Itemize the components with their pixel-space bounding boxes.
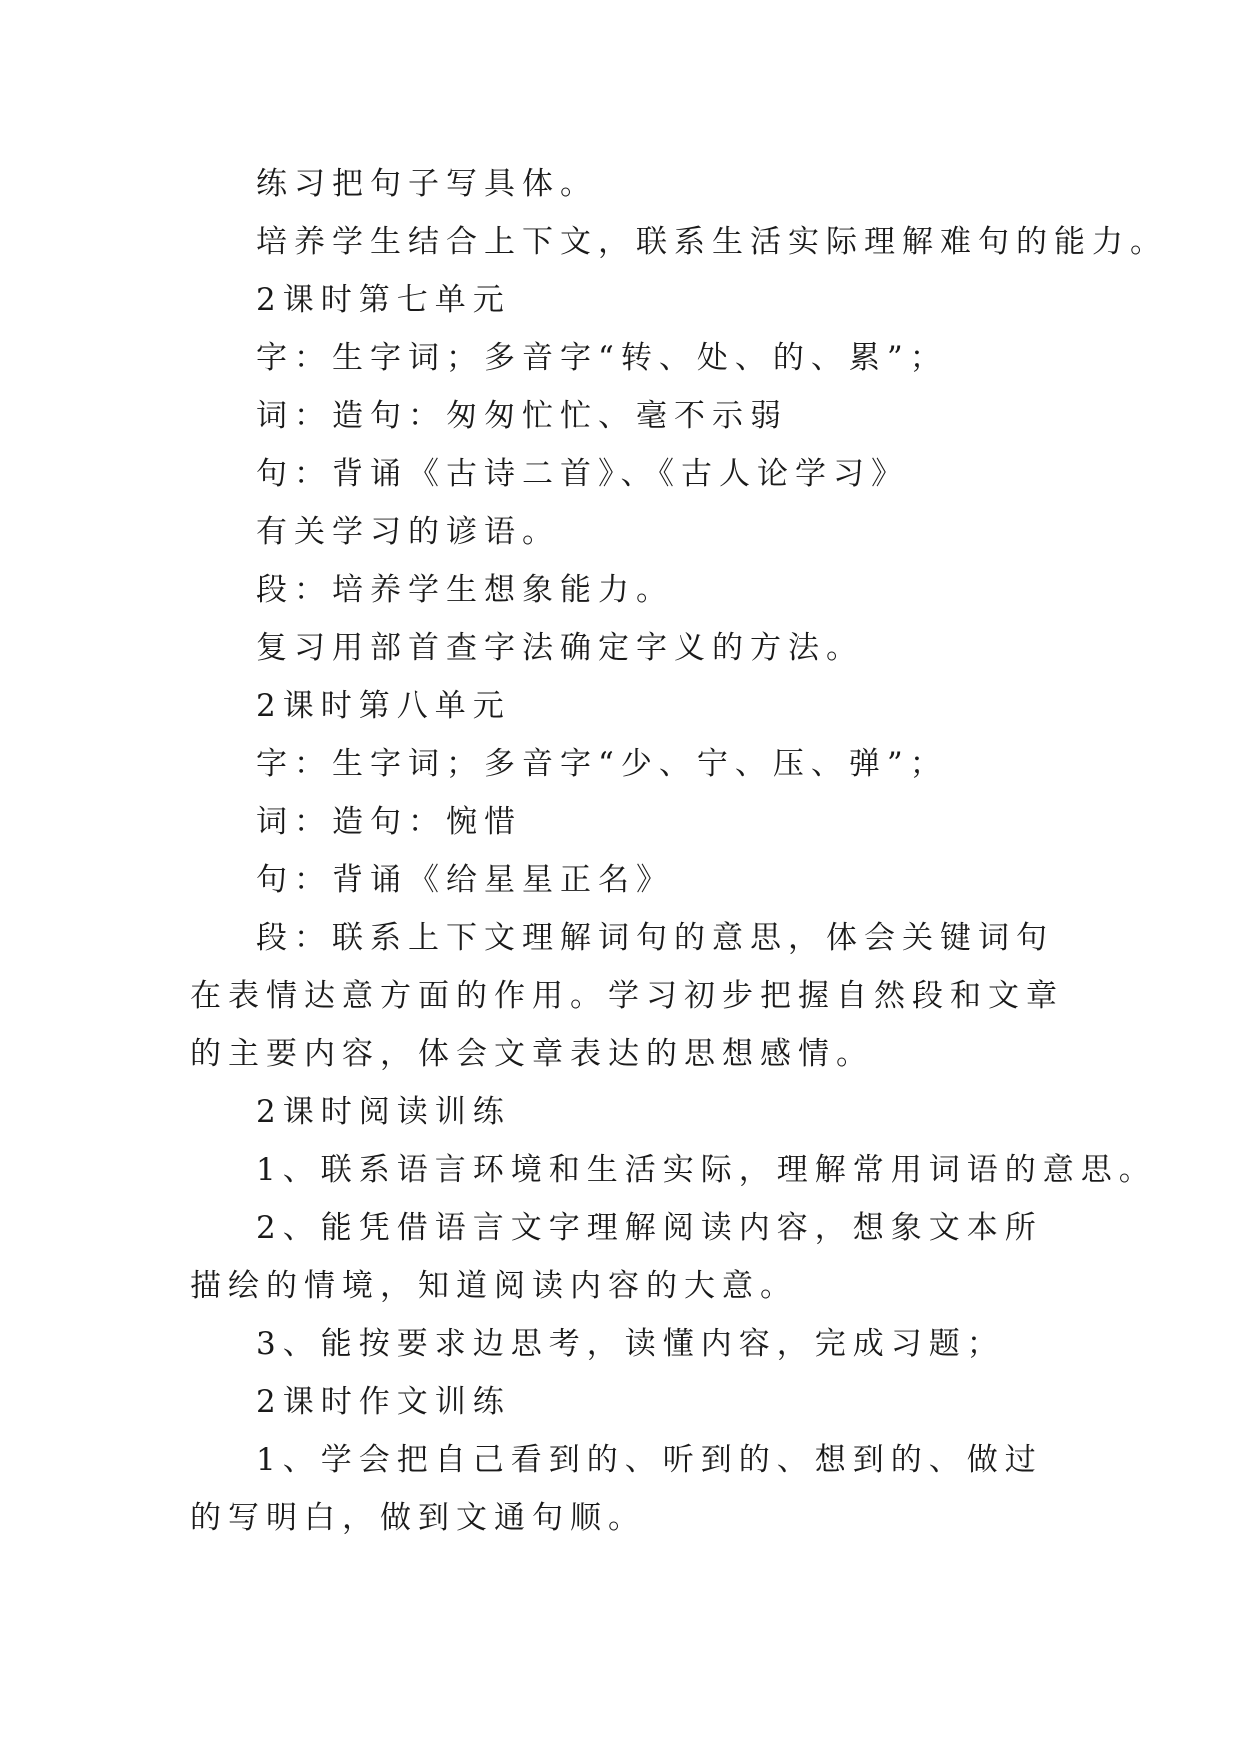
text-line: 字：生字词；多音字“转、处、的、累”； [256, 340, 948, 376]
section-heading: 2课时阅读训练 [256, 1094, 511, 1130]
text-line: 有关学习的谚语。 [256, 514, 560, 550]
section-heading: 2课时第七单元 [256, 282, 511, 318]
text-line: 复习用部首查字法确定字义的方法。 [256, 630, 864, 666]
text-line: 1、联系语言环境和生活实际，理解常用词语的意思。 [256, 1152, 1157, 1188]
section-heading: 2课时第八单元 [256, 688, 511, 724]
text-line: 句：背诵《给星星正名》 [256, 862, 674, 898]
section-heading: 2课时作文训练 [256, 1384, 511, 1420]
text-line: 字：生字词；多音字“少、宁、压、弹”； [256, 746, 948, 782]
text-line: 词：造句：匆匆忙忙、毫不示弱 [256, 398, 788, 434]
text-line: 3、能按要求边思考，读懂内容，完成习题； [256, 1326, 1005, 1362]
paragraph: 2、能凭借语言文字理解阅读内容，想象文本所描绘的情境，知道阅读内容的大意。 [190, 1210, 1043, 1304]
text-line: 培养学生结合上下文，联系生活实际理解难句的能力。 [256, 224, 1168, 260]
text-line: 句：背诵《古诗二首》、《古人论学习》 [256, 456, 909, 492]
paragraph: 段：联系上下文理解词句的意思，体会关键词句在表情达意方面的作用。学习初步把握自然段和文章的主要内容，体会文章表达的思想感情。 [190, 920, 1064, 1072]
paragraph: 1、学会把自己看到的、听到的、想到的、做过的写明白，做到文通句顺。 [190, 1442, 1043, 1536]
document-body [190, 155, 1168, 1547]
text-line: 段：培养学生想象能力。 [256, 572, 674, 608]
text-line: 练习把句子写具体。 [256, 166, 598, 202]
text-line: 词：造句：惋惜 [256, 804, 522, 840]
